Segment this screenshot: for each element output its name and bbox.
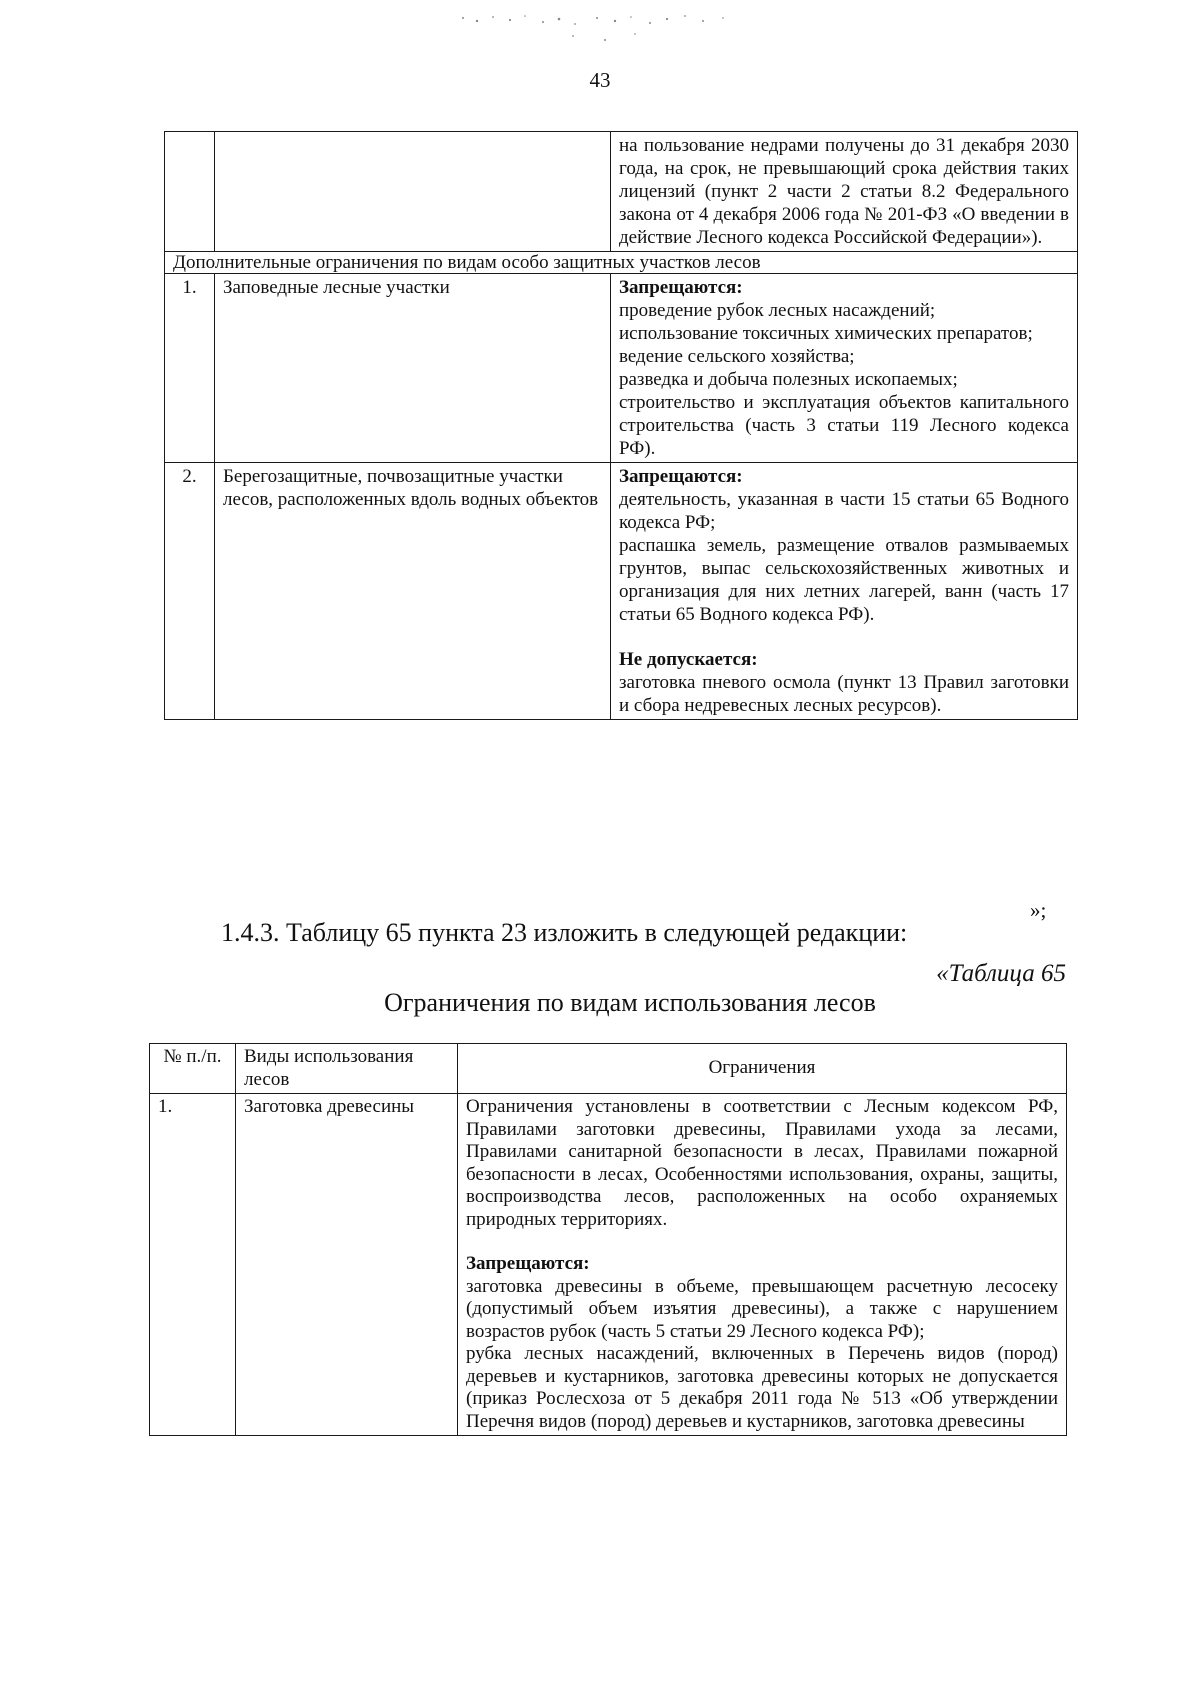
restriction-item: заготовка древесины в объеме, превышающем расчетную лесосеку (допустимый объем изъятия древесины), а также с нарушением возрастов рубок (часть 5 статьи 29 Лесного кодекса РФ);	[466, 1275, 1058, 1342]
forest-restrictions-table-continued	[164, 131, 1078, 720]
restriction-heading: Не допускается:	[619, 649, 758, 670]
restriction-cell	[611, 463, 1078, 720]
table-row	[150, 1094, 1067, 1436]
restriction-item: разведка и добыча полезных ископаемых;	[619, 369, 958, 390]
restriction-item: использование токсичных химических препаратов;	[619, 323, 1033, 344]
table-cell	[165, 132, 215, 252]
table-label: «Таблица 65	[936, 960, 1066, 987]
protected-area-name: Берегозащитные, почвозащитные участки лесов, расположенных вдоль водных объектов	[215, 463, 611, 720]
amendment-paragraph: 1.4.3. Таблицу 65 пункта 23 изложить в следующей редакции:	[221, 918, 908, 947]
section-heading: Дополнительные ограничения по видам особо защитных участков лесов	[165, 252, 1078, 274]
scan-noise-marks	[455, 12, 755, 48]
table-cell	[215, 132, 611, 252]
table-row	[165, 132, 1078, 252]
restriction-item: рубка лесных насаждений, включенных в Перечень видов (пород) деревьев и кустарников, заготовка древесины которых не допускается (приказ Рослесхоза от 5 декабря 2011 года № 513 «Об утверждении Перечня видов (пород) деревьев и кустарников, заготовка древесины	[466, 1343, 1058, 1432]
restriction-cell: на пользование недрами получены до 31 декабря 2030 года, на срок, не превышающий срока действия таких лицензий (пункт 2 части 2 статьи 8.2 Федерального закона от 4 декабря 2006 года № 201-ФЗ «О введении в действие Лесного кодекса Российской Федерации»).	[611, 132, 1078, 252]
restriction-heading: Запрещаются:	[619, 466, 743, 487]
restriction-item: распашка земель, размещение отвалов размываемых грунтов, выпас сельскохозяйственных животных и организация для них летних лагерей, ванн (часть 17 статьи 65 Водного кодекса РФ).	[619, 535, 1069, 625]
restriction-item: проведение рубок лесных насаждений;	[619, 300, 936, 321]
restriction-cell	[611, 274, 1078, 463]
forest-use-restrictions-table	[149, 1043, 1067, 1436]
restriction-heading: Запрещаются:	[466, 1253, 590, 1274]
row-number: 2.	[165, 463, 215, 720]
column-header-restrictions: Ограничения	[458, 1044, 1067, 1094]
table-row	[165, 463, 1078, 720]
protected-area-name: Заповедные лесные участки	[215, 274, 611, 463]
column-header-use-type: Виды использования лесов	[236, 1044, 458, 1094]
table-row	[165, 274, 1078, 463]
closing-quote: »;	[1030, 898, 1047, 922]
restriction-item: заготовка пневого осмола (пункт 13 Правил заготовки и сбора недревесных лесных ресурсов).	[619, 672, 1069, 716]
page-number: 43	[589, 68, 611, 92]
row-number: 1.	[150, 1094, 236, 1436]
restriction-item: ведение сельского хозяйства;	[619, 346, 855, 367]
restriction-intro: Ограничения установлены в соответствии с Лесным кодексом РФ, Правилами заготовки древесины, Правилами ухода за лесами, Правилами санитарной безопасности в лесах, Правилами пожарной безопасности в лесах, Особенностями использования, охраны, защиты, воспроизводства лесов, расположенных на особо охраняемых природных территориях.	[466, 1096, 1058, 1230]
restriction-item: строительство и эксплуатация объектов капитального строительства (часть 3 статьи 119 Лесного кодекса РФ).	[619, 392, 1069, 459]
table-header-row	[150, 1044, 1067, 1094]
forest-use-type: Заготовка древесины	[236, 1094, 458, 1436]
table-title: Ограничения по видам использования лесов	[384, 988, 876, 1017]
restriction-item: деятельность, указанная в части 15 статьи 65 Водного кодекса РФ;	[619, 489, 1069, 533]
section-heading-row	[165, 252, 1078, 274]
row-number: 1.	[165, 274, 215, 463]
column-header-number: № п./п.	[150, 1044, 236, 1094]
restriction-heading: Запрещаются:	[619, 277, 743, 298]
restriction-cell	[458, 1094, 1067, 1436]
